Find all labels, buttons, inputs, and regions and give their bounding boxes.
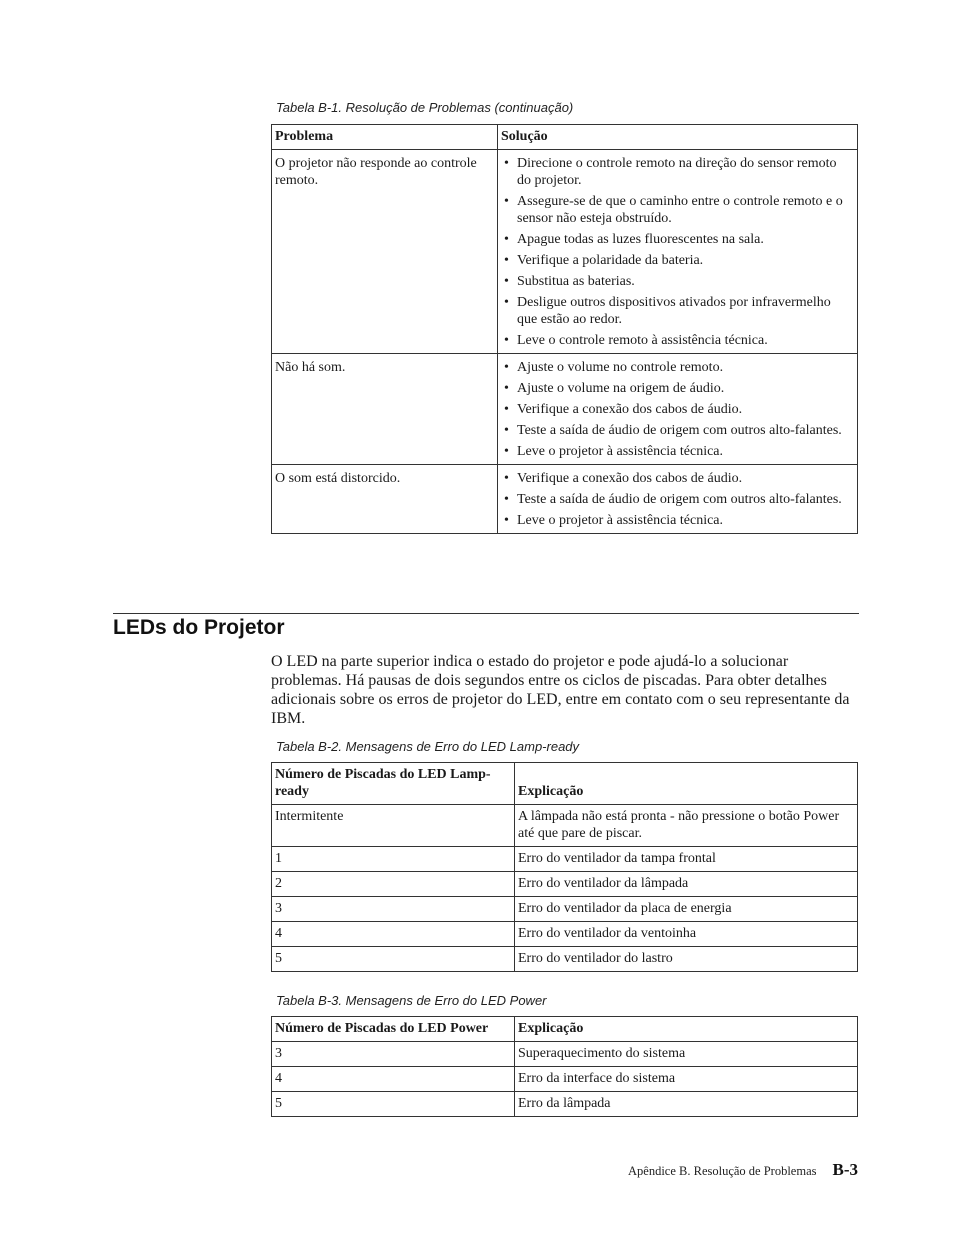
problem-cell: O projetor não responde ao controle remoto. [272, 150, 498, 354]
solution-cell [498, 354, 858, 465]
page-number: B-3 [832, 1160, 858, 1179]
blink-count-cell: 3 [272, 897, 515, 922]
table-header-row [272, 1017, 858, 1042]
solution-item: • Apague todas as luzes fluorescentes na sala. [501, 231, 854, 248]
table1-caption: Tabela B-1. Resolução de Problemas (continuação) [276, 100, 574, 115]
explanation-cell: Erro do ventilador do lastro [515, 947, 858, 972]
table-row [272, 897, 858, 922]
explanation-cell: Erro do ventilador da placa de energia [515, 897, 858, 922]
table3-caption: Tabela B-3. Mensagens de Erro do LED Power [276, 993, 547, 1008]
section-divider [113, 613, 859, 614]
solution-list [501, 155, 854, 349]
solution-item: • Leve o controle remoto à assistência técnica. [501, 332, 854, 349]
solution-item: • Assegure-se de que o caminho entre o controle remoto e o sensor não esteja obstruído. [501, 193, 854, 227]
table-row [272, 847, 858, 872]
column-header-explanation: Explicação [515, 763, 858, 805]
solution-list [501, 470, 854, 529]
column-header-blink-count: Número de Piscadas do LED Lamp-ready [272, 763, 515, 805]
solution-item: • Teste a saída de áudio de origem com outros alto-falantes. [501, 422, 854, 439]
blink-count-cell: Intermitente [272, 805, 515, 847]
explanation-cell: Erro da lâmpada [515, 1092, 858, 1117]
table-row [272, 922, 858, 947]
blink-count-cell: 1 [272, 847, 515, 872]
table-row [272, 872, 858, 897]
explanation-cell: Erro do ventilador da lâmpada [515, 872, 858, 897]
explanation-cell: Superaquecimento do sistema [515, 1042, 858, 1067]
solution-item: • Verifique a conexão dos cabos de áudio. [501, 401, 854, 418]
blink-count-cell: 4 [272, 922, 515, 947]
power-led-table [271, 1016, 858, 1117]
table-row [272, 465, 858, 534]
table-row [272, 354, 858, 465]
troubleshooting-table [271, 124, 858, 534]
blink-count-cell: 2 [272, 872, 515, 897]
column-header-solution: Solução [498, 125, 858, 150]
table-row [272, 1042, 858, 1067]
solution-item: • Leve o projetor à assistência técnica. [501, 443, 854, 460]
solution-cell [498, 150, 858, 354]
table-header-row [272, 125, 858, 150]
table-row [272, 1092, 858, 1117]
table-row [272, 1067, 858, 1092]
table-row [272, 947, 858, 972]
solution-item: • Teste a saída de áudio de origem com outros alto-falantes. [501, 491, 854, 508]
solution-item: • Leve o projetor à assistência técnica. [501, 512, 854, 529]
solution-item: • Desligue outros dispositivos ativados por infravermelho que estão ao redor. [501, 294, 854, 328]
lamp-ready-led-table [271, 762, 858, 972]
section-intro: O LED na parte superior indica o estado do projetor e pode ajudá-lo a solucionar problemas. Há pausas de dois segundos entre os ciclos de piscadas. Para obter detalhes adicionais sobre os erros de projetor do LED, entre em contato com o seu representante da IBM. [271, 653, 850, 727]
problem-cell: O som está distorcido. [272, 465, 498, 534]
section-title: LEDs do Projetor [113, 616, 285, 639]
column-header-explanation: Explicação [515, 1017, 858, 1042]
solution-list [501, 359, 854, 460]
column-header-problem: Problema [272, 125, 498, 150]
table-row [272, 150, 858, 354]
table-header-row [272, 763, 858, 805]
blink-count-cell: 5 [272, 1092, 515, 1117]
page-footer [628, 1160, 858, 1180]
column-header-blink-count: Número de Piscadas do LED Power [272, 1017, 515, 1042]
solution-item: • Direcione o controle remoto na direção do sensor remoto do projetor. [501, 155, 854, 189]
footer-chapter-title: Apêndice B. Resolução de Problemas [628, 1164, 817, 1178]
blink-count-cell: 5 [272, 947, 515, 972]
blink-count-cell: 4 [272, 1067, 515, 1092]
solution-item: • Verifique a polaridade da bateria. [501, 252, 854, 269]
solution-cell [498, 465, 858, 534]
explanation-cell: Erro da interface do sistema [515, 1067, 858, 1092]
solution-item: • Ajuste o volume no controle remoto. [501, 359, 854, 376]
explanation-cell: A lâmpada não está pronta - não pressione o botão Power até que pare de piscar. [515, 805, 858, 847]
blink-count-cell: 3 [272, 1042, 515, 1067]
explanation-cell: Erro do ventilador da ventoinha [515, 922, 858, 947]
solution-item: • Verifique a conexão dos cabos de áudio. [501, 470, 854, 487]
solution-item: • Ajuste o volume na origem de áudio. [501, 380, 854, 397]
explanation-cell: Erro do ventilador da tampa frontal [515, 847, 858, 872]
solution-item: • Substitua as baterias. [501, 273, 854, 290]
table2-caption: Tabela B-2. Mensagens de Erro do LED Lamp-ready [276, 739, 580, 754]
table-row [272, 805, 858, 847]
problem-cell: Não há som. [272, 354, 498, 465]
